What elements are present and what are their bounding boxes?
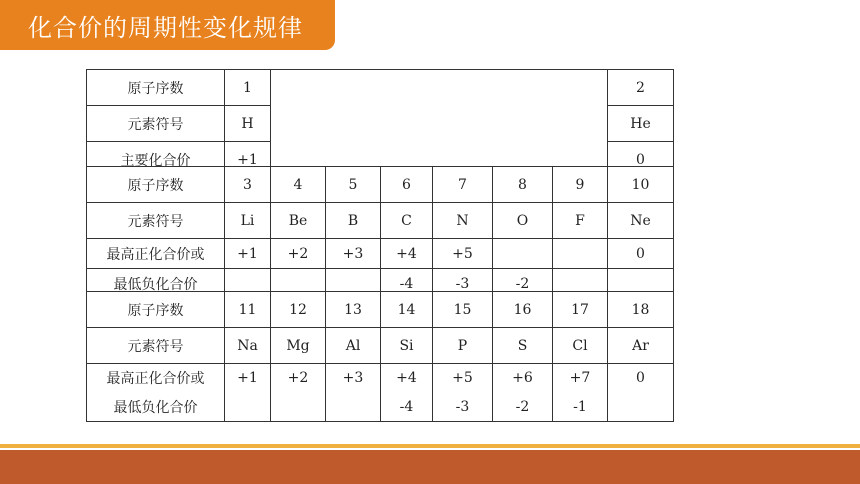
p2-max-pos: +2 (271, 239, 326, 269)
label-max-positive: 最高正化合价或 (87, 364, 225, 393)
p3-max-pos: +1 (225, 364, 271, 393)
p3-max-pos: +3 (326, 364, 381, 393)
p2-symbol: B (326, 203, 381, 239)
label-atomic-number: 原子序数 (87, 70, 225, 106)
label-atomic-number: 原子序数 (87, 167, 225, 203)
p2-symbol: F (553, 203, 608, 239)
p3-min-neg: -2 (493, 393, 553, 422)
p2-max-pos: +4 (381, 239, 433, 269)
p2-number: 7 (433, 167, 493, 203)
p2-number: 10 (608, 167, 674, 203)
p3-max-pos: +7 (553, 364, 608, 393)
p2-number: 9 (553, 167, 608, 203)
p3-symbol: Al (326, 328, 381, 364)
p3-min-neg (225, 393, 271, 422)
p1-symbol-h: H (225, 106, 271, 142)
footer-band (0, 450, 860, 484)
label-atomic-number: 原子序数 (87, 292, 225, 328)
p2-max-pos: +3 (326, 239, 381, 269)
p3-number: 13 (326, 292, 381, 328)
p3-min-neg (271, 393, 326, 422)
p3-max-pos: +6 (493, 364, 553, 393)
p1-valence-he: 0 (608, 142, 674, 171)
p2-max-pos: +1 (225, 239, 271, 269)
p1-number-h: 1 (225, 70, 271, 106)
p3-min-neg: -4 (381, 393, 433, 422)
p2-number: 6 (381, 167, 433, 203)
p3-symbol: Ar (608, 328, 674, 364)
p3-symbol: S (493, 328, 553, 364)
p3-max-pos: 0 (608, 364, 674, 393)
label-symbol: 元素符号 (87, 106, 225, 142)
p3-max-pos: +4 (381, 364, 433, 393)
p2-number: 8 (493, 167, 553, 203)
p2-max-pos (553, 239, 608, 269)
label-symbol: 元素符号 (87, 328, 225, 364)
p3-symbol: P (433, 328, 493, 364)
label-symbol: 元素符号 (87, 203, 225, 239)
p3-number: 16 (493, 292, 553, 328)
p2-number: 5 (326, 167, 381, 203)
p2-max-pos (493, 239, 553, 269)
title-banner (0, 0, 335, 50)
period1-gap (271, 70, 608, 171)
p2-symbol: Li (225, 203, 271, 239)
p2-symbol: O (493, 203, 553, 239)
label-min-negative: 最低负化合价 (87, 269, 225, 297)
p3-number: 18 (608, 292, 674, 328)
p3-number: 12 (271, 292, 326, 328)
p3-min-neg: -3 (433, 393, 493, 422)
p2-max-pos: +5 (433, 239, 493, 269)
period2-table-wrap (86, 166, 676, 296)
page-title: 化合价的周期性变化规律 (28, 14, 303, 42)
p1-symbol-he: He (608, 106, 674, 142)
p1-valence-h: +1 (225, 142, 271, 171)
period1-table (86, 69, 674, 170)
p3-symbol: Cl (553, 328, 608, 364)
label-main-valence: 主要化合价 (87, 142, 225, 171)
p3-min-neg: -1 (553, 393, 608, 422)
p3-number: 15 (433, 292, 493, 328)
p3-number: 14 (381, 292, 433, 328)
p2-symbol: Ne (608, 203, 674, 239)
p2-symbol: Be (271, 203, 326, 239)
p3-max-pos: +2 (271, 364, 326, 393)
label-max-positive: 最高正化合价或 (87, 239, 225, 269)
period3-table (86, 291, 674, 422)
p3-min-neg (608, 393, 674, 422)
p3-number: 11 (225, 292, 271, 328)
p2-min-neg: -3 (433, 269, 493, 297)
p2-symbol: N (433, 203, 493, 239)
period1-table-wrap (86, 69, 676, 170)
p3-min-neg (326, 393, 381, 422)
p2-max-pos: 0 (608, 239, 674, 269)
p3-symbol: Si (381, 328, 433, 364)
p2-number: 4 (271, 167, 326, 203)
p3-symbol: Na (225, 328, 271, 364)
p2-min-neg: -4 (381, 269, 433, 297)
p2-min-neg: -2 (493, 269, 553, 297)
period2-table (86, 166, 674, 296)
p2-symbol: C (381, 203, 433, 239)
p2-number: 3 (225, 167, 271, 203)
label-min-negative: 最低负化合价 (87, 393, 225, 422)
p1-number-he: 2 (608, 70, 674, 106)
footer-accent-line (0, 444, 860, 448)
p3-number: 17 (553, 292, 608, 328)
p3-max-pos: +5 (433, 364, 493, 393)
p3-symbol: Mg (271, 328, 326, 364)
